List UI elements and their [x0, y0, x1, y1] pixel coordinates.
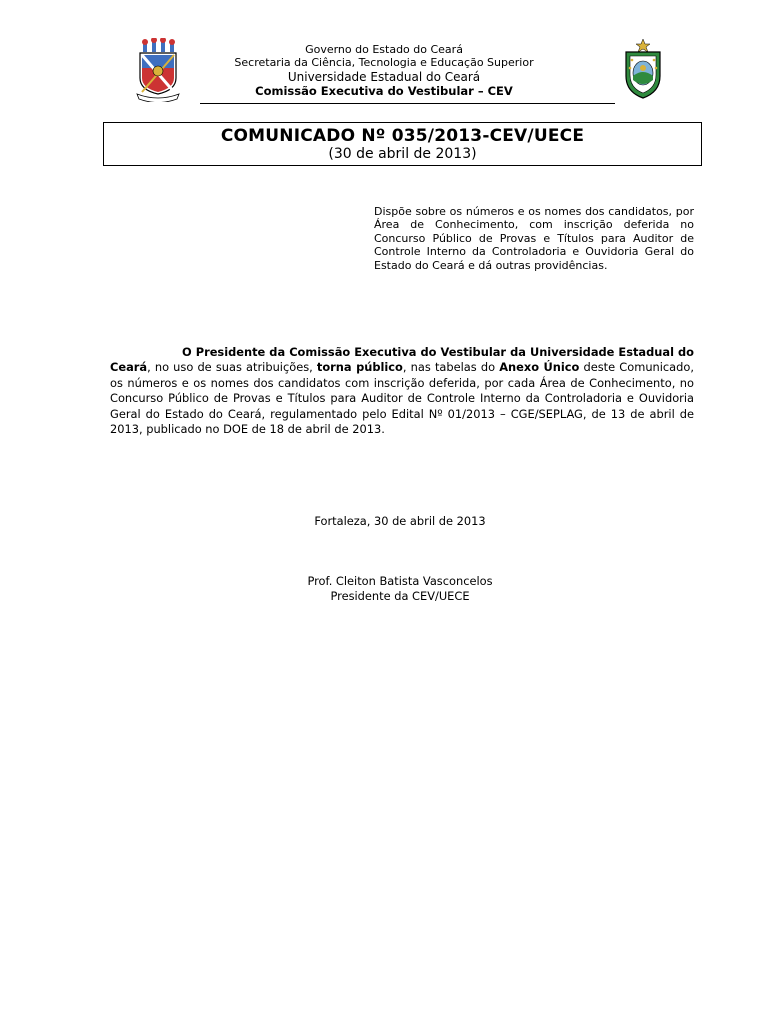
header-government: Governo do Estado do Ceará [305, 43, 463, 56]
header-secretaria: Secretaria da Ciência, Tecnologia e Educação Superior [234, 56, 534, 69]
body-part4: , nas tabelas do [402, 360, 500, 375]
body-part5: Anexo Único [499, 360, 580, 375]
place-date: Fortaleza, 30 de abril de 2013 [314, 514, 486, 528]
document-date: (30 de abril de 2013) [328, 146, 477, 162]
header-universidade: Universidade Estadual do Ceará [287, 70, 481, 84]
signature-role: Presidente da CEV/UECE [330, 589, 470, 603]
header-comissao: Comissão Executiva do Vestibular – CEV [255, 84, 513, 98]
title-box [103, 122, 702, 166]
signature-name: Prof. Cleiton Batista Vasconcelos [307, 574, 493, 588]
body-part1: O Presidente da Comissão Executiva do Vestibular da Universidade Estadual do Ceará [110, 345, 694, 375]
header-divider [200, 103, 615, 104]
body-part2: , no uso de suas atribuições, [147, 360, 317, 375]
main-paragraph [110, 345, 694, 437]
ementa-summary: Dispõe sobre os números e os nomes dos candidatos, por Área de Conhecimento, com inscrição deferida no Concurso Público de Provas e Títulos para Auditor de Controle Interno da Controladoria e Ouvidoria Geral do Estado do Ceará e dá outras providências. [374, 205, 694, 272]
body-part6: deste Comunicado, os números e os nomes dos candidatos com inscrição deferida, por cada Área de Conhecimento, no Concurso Público de Provas e Títulos para Auditor de Controle Interno da Controladoria e Ouvidoria Geral do Estado do Ceará, regulamentado pelo Edital Nº 01/2013 – CGE/SEPLAG, de 13 de abril de 2013, publicado no DOE de 18 de abril de 2013. [110, 360, 694, 437]
document-title: COMUNICADO Nº 035/2013-CEV/UECE [220, 126, 585, 146]
body-part3: torna público [316, 360, 403, 375]
